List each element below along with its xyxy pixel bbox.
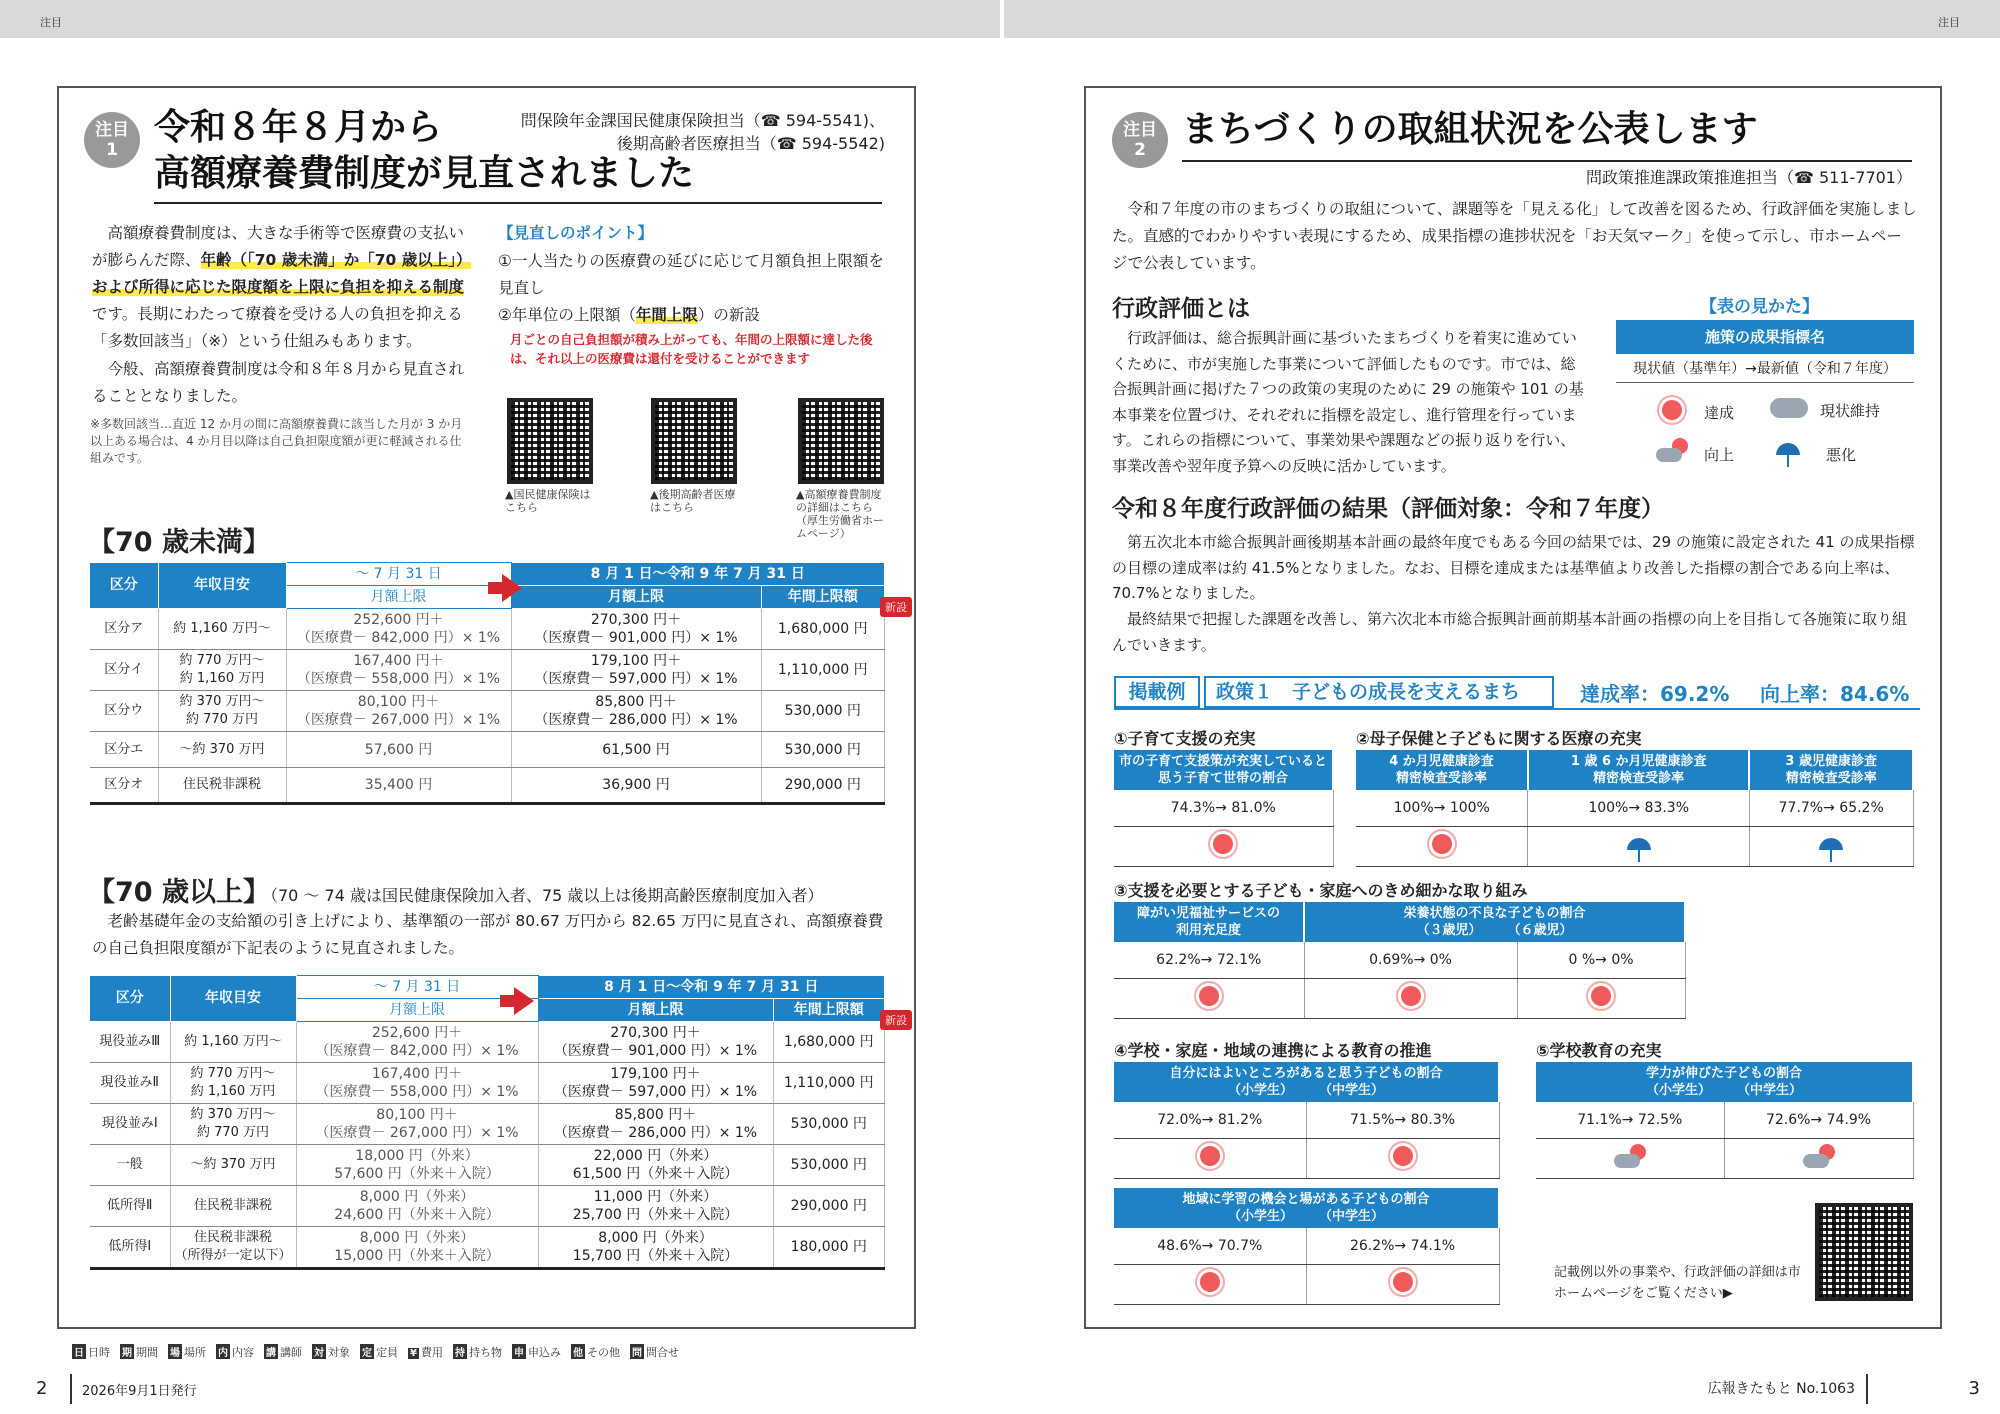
left-contact-2: 後期高齢者医療担当（☎ 594-5542) — [616, 134, 885, 153]
table-row — [90, 1145, 885, 1186]
p1-header: 市の子育て支援策が充実していると思う子育て世帯の割合 — [1114, 750, 1333, 790]
p2-header-3: 3 歳児健康診査 精密検査受診率 — [1749, 750, 1913, 790]
sun-icon — [1401, 986, 1421, 1006]
table-row — [90, 732, 885, 768]
legend-label: 問合せ — [645, 1346, 679, 1359]
cell-m: 85,800 円＋ （医療費－ 286,000 円）× 1% — [538, 1104, 773, 1145]
footer-divider-right — [1866, 1374, 1868, 1404]
p4-header-2: 地域に学習の機会と場がある子どもの割合 （小学生） （中学生） — [1114, 1188, 1499, 1228]
cell-y: 530,000 円 — [761, 732, 885, 768]
table-under-70 — [90, 562, 885, 805]
feature-badge-2: 注目 2 — [1112, 112, 1168, 168]
legend-mark-icon: 問 — [630, 1344, 644, 1359]
p5-header: 学力が伸びた子どもの割合 （小学生） （中学生） — [1536, 1062, 1913, 1102]
cell-m: 8,000 円（外来） 15,700 円（外来＋入院） — [538, 1227, 773, 1269]
qr-code-kouki[interactable] — [651, 398, 737, 484]
cell-o: 35,400 円 — [286, 768, 511, 804]
sun-icon — [1432, 834, 1452, 854]
cell-m: 11,000 円（外来） 25,700 円（外来＋入院） — [538, 1186, 773, 1227]
cell-o: 252,600 円＋ （医療費－ 842,000 円）× 1% — [286, 609, 511, 650]
sun-icon — [1393, 1146, 1413, 1166]
legend-achieve: 達成 — [1704, 404, 1735, 422]
table-row — [90, 609, 885, 650]
cell-o: 167,400 円＋ （医療費－ 558,000 円）× 1% — [286, 650, 511, 691]
cell-o: 8,000 円（外来） 24,600 円（外来＋入院） — [296, 1186, 538, 1227]
cell-m: 22,000 円（外来） 61,500 円（外来＋入院） — [538, 1145, 773, 1186]
cell-i: 約 1,160 万円～ — [158, 609, 286, 650]
result-text-1: 第五次北本市総合振興計画後期基本計画の最終年度でもある今回の結果では、29 の施策に設定された 41 の成果指標の目標の達成率は約 41.5%となりました。なお、目標を達成または基準値より改善した指標の割合である向上率は、70.7%となりました。 — [1112, 533, 1915, 602]
footer-icon-legend — [72, 1344, 689, 1360]
footnote-tasukai: ※多数回該当…直近 12 か月の間に高額療養費に該当した月が 3 か月以上ある場合は、4 か月目以降は自己負担限度額が更に軽減される仕組みです。 — [90, 417, 463, 465]
cell-i: 住民税非課税 — [170, 1186, 296, 1227]
p3-header-2: 栄養状態の不良な子どもの割合 （３歳児） （６歳児） — [1304, 902, 1685, 942]
new-tag-1: 新設 — [880, 597, 912, 617]
legend-item — [408, 1346, 443, 1359]
p2-value-1: 100%→ 100% — [1356, 790, 1528, 826]
section-over-70: 【70 歳以上】（70 ～ 74 歳は国民健康保険加入者、75 歳以上は後期高齢医療制度加入者） — [88, 877, 824, 908]
umbrella-icon — [1627, 838, 1651, 850]
cell-y: 180,000 円 — [773, 1227, 884, 1269]
policy-3-title: ③支援を必要とする子ども・家庭へのきめ細かな取り組み — [1114, 881, 1528, 900]
sun-icon — [1199, 986, 1219, 1006]
legend-label: 講師 — [280, 1346, 302, 1359]
cell-y: 290,000 円 — [773, 1186, 884, 1227]
p4-value-1: 72.0%→ 81.2% — [1114, 1102, 1306, 1138]
legend-label: 費用 — [420, 1346, 443, 1359]
p3-header-1: 障がい児福祉サービスの 利用充足度 — [1114, 902, 1304, 942]
footer-divider-left — [70, 1374, 72, 1404]
table-row — [90, 1227, 885, 1269]
th2-kubun: 区分 — [90, 976, 170, 1022]
legend-header: 施策の成果指標名 — [1616, 320, 1914, 354]
th2-new-monthly: 月額上限 — [538, 999, 773, 1022]
left-contact-1: 問保険年金課国民健康保険担当（☎ 594-5541)、 — [520, 111, 885, 130]
cell-o: 167,400 円＋ （医療費－ 558,000 円）× 1% — [296, 1063, 538, 1104]
achievement-rate: 達成率：69.2% — [1580, 682, 1730, 706]
cell-m: 179,100 円＋ （医療費－ 597,000 円）× 1% — [511, 650, 761, 691]
page-number-right: 3 — [1968, 1378, 1980, 1399]
p2-value-3: 77.7%→ 65.2% — [1749, 790, 1913, 826]
legend-label: 申込み — [527, 1346, 561, 1359]
p4-value-2: 71.5%→ 80.3% — [1306, 1102, 1499, 1138]
legend-label: 対象 — [328, 1346, 350, 1359]
table-row — [90, 650, 885, 691]
legend-item — [453, 1346, 502, 1359]
point-note: 月ごとの自己負担額が積み上がっても、年間の上限額に達した後は、それ以上の医療費は還付を受けることができます — [510, 332, 873, 366]
legend-item — [512, 1346, 561, 1359]
th2-new-period: 8 月 1 日～令和 9 年 7 月 31 日 — [538, 976, 884, 999]
cell-i: 約 370 万円～ 約 770 万円 — [170, 1104, 296, 1145]
legend-mark-icon: 対 — [312, 1344, 326, 1359]
sun-icon — [1213, 834, 1233, 854]
legend-item — [120, 1346, 158, 1359]
legend-mark-icon: 日 — [72, 1344, 86, 1359]
p5-value-1: 71.1%→ 72.5% — [1536, 1102, 1724, 1138]
legend-item — [72, 1346, 110, 1359]
table-row — [90, 1022, 885, 1063]
feature-badge-1: 注目 1 — [84, 112, 140, 168]
cell-i: 約 770 万円～ 約 1,160 万円 — [170, 1063, 296, 1104]
policy-3-table — [1114, 902, 1686, 1019]
cell-m: 36,900 円 — [511, 768, 761, 804]
qr-caption-1: ▲国民健康保険はこちら — [505, 488, 591, 514]
qr-code-city[interactable] — [1815, 1203, 1913, 1301]
cell-i: 約 770 万円～ 約 1,160 万円 — [158, 650, 286, 691]
cell-k: 低所得Ⅰ — [90, 1227, 170, 1269]
cell-y: 1,680,000 円 — [761, 609, 885, 650]
points-title: 【見直しのポイント】 — [498, 224, 654, 242]
qr-city-text: 記載例以外の事業や、行政評価の詳細は市ホームページをご覧ください▶ — [1554, 1265, 1801, 1301]
qr-caption-2: ▲後期高齢者医療はこちら — [650, 488, 736, 514]
cell-k: 現役並みⅢ — [90, 1022, 170, 1063]
legend-mark-icon: ¥ — [410, 1348, 417, 1359]
example-tag: 掲載例 — [1114, 676, 1200, 708]
legend-mark-icon: 持 — [453, 1344, 467, 1359]
legend-item — [216, 1346, 254, 1359]
legend-mark-icon: 講 — [264, 1344, 278, 1359]
arrow-icon-2 — [514, 987, 534, 1015]
top-bar-left — [0, 0, 1000, 38]
cell-i: 約 370 万円～ 約 770 万円 — [158, 691, 286, 732]
legend-label: 日時 — [88, 1346, 110, 1359]
p2-header-1: 4 か月児健康診査 精密検査受診率 — [1356, 750, 1528, 790]
page-number-left: 2 — [36, 1378, 48, 1399]
p1-weather — [1114, 826, 1333, 866]
policy-2-table — [1356, 750, 1914, 867]
legend-worse: 悪化 — [1826, 446, 1857, 464]
cell-k: 区分オ — [90, 768, 158, 804]
cell-k: 低所得Ⅱ — [90, 1186, 170, 1227]
cell-m: 61,500 円 — [511, 732, 761, 768]
policy-4-title: ④学校・家庭・地域の連携による教育の推進 — [1114, 1041, 1432, 1060]
table-over-70 — [90, 975, 885, 1270]
th-new-yearly: 年間上限額 — [761, 586, 885, 609]
p3-value-3: 0 %→ 0% — [1517, 942, 1685, 978]
legend-item — [312, 1346, 350, 1359]
legend-keep: 現状維持 — [1820, 402, 1881, 420]
sun-icon — [1393, 1272, 1413, 1292]
sun-icon — [1200, 1272, 1220, 1292]
cell-o: 8,000 円（外来） 15,000 円（外来＋入院） — [296, 1227, 538, 1269]
policy-1-table — [1114, 750, 1334, 867]
qr-code-mhlw[interactable] — [798, 398, 884, 484]
legend-mark-icon: 場 — [168, 1344, 182, 1359]
cell-m: 270,300 円＋ （医療費－ 901,000 円）× 1% — [511, 609, 761, 650]
header-left: 注目 — [40, 16, 62, 29]
policy-4-table-1 — [1114, 1062, 1500, 1179]
sun-icon — [1591, 986, 1611, 1006]
cell-k: 現役並みⅠ — [90, 1104, 170, 1145]
intro-highlight: 年齢（「70 歳未満」か「70 歳以上」）および所得に応じた限度額を上限に負担を抑える制度 — [92, 251, 472, 296]
cell-y: 530,000 円 — [773, 1145, 884, 1186]
legend-mark-icon: 定 — [360, 1344, 374, 1359]
th-new-period: 8 月 1 日～令和 9 年 7 月 31 日 — [511, 563, 885, 586]
th2-new-yearly: 年間上限額 — [773, 999, 884, 1022]
legend-label: 場所 — [184, 1346, 206, 1359]
section-over-70-sub: （70 ～ 74 歳は国民健康保険加入者、75 歳以上は後期高齢医療制度加入者） — [269, 886, 824, 905]
new-tag-2: 新設 — [880, 1010, 912, 1030]
policy-2-title: ②母子保健と子どもに関する医療の充実 — [1356, 729, 1642, 748]
policy-4-table-2 — [1114, 1188, 1500, 1305]
over-70-text: 老齢基礎年金の支給額の引き上げにより、基準額の一部が 80.67 万円から 82.65 万円に見直され、高額療養費の自己負担限度額が下記表のように見直されました。 — [92, 912, 884, 957]
p3-value-2: 0.69%→ 0% — [1304, 942, 1517, 978]
table-row — [90, 1186, 885, 1227]
legend-item — [630, 1346, 679, 1359]
p1-value: 74.3%→ 81.0% — [1114, 790, 1333, 826]
table-row — [90, 1104, 885, 1145]
cell-y: 530,000 円 — [773, 1104, 884, 1145]
example-underline — [1114, 708, 1920, 710]
policy-1-title: ①子育て支援の充実 — [1114, 729, 1256, 748]
table-over-70-body — [90, 1022, 885, 1269]
p4-value-3: 48.6%→ 70.7% — [1114, 1228, 1306, 1264]
cell-y: 1,680,000 円 — [773, 1022, 884, 1063]
table-row — [90, 768, 885, 804]
th-old-monthly: 月額上限 — [286, 586, 511, 609]
legend-up: 向上 — [1704, 446, 1735, 464]
eval-text: 行政評価は、総合振興計画に基づいたまちづくりを着実に進めていくために、市が実施した事業について評価したものです。市では、総合振興計画に掲げた７つの政策の実現のために 29 の施策や 101 の基本事業を位置づけ、それぞれに指標を設定し、進行管理を行っています。これらの指標について、事業効果や課題などの振り返りを行い、事業改善や翌年度予算への反映に活かしています。 — [1112, 329, 1584, 475]
legend-label: 期間 — [136, 1346, 158, 1359]
heading-what-is-eval: 行政評価とは — [1112, 296, 1250, 322]
cell-o: 252,600 円＋ （医療費－ 842,000 円）× 1% — [296, 1022, 538, 1063]
qr-caption-3: ▲高額療養費制度の詳細はこちら（厚生労働省ホームページ） — [796, 488, 884, 540]
legend-item — [264, 1346, 302, 1359]
cell-y: 1,110,000 円 — [773, 1063, 884, 1104]
cell-o: 57,600 円 — [286, 732, 511, 768]
cell-i: ～約 370 万円 — [170, 1145, 296, 1186]
arrow-icon — [502, 574, 522, 602]
table-row — [90, 691, 885, 732]
section-under-70: 【70 歳未満】 — [88, 527, 270, 558]
legend-label: その他 — [586, 1346, 620, 1359]
th-new-monthly: 月額上限 — [511, 586, 761, 609]
sun-cloud-icon — [1803, 1144, 1835, 1168]
legend-label: 内容 — [232, 1346, 254, 1359]
issue-date: 2026年9月1日発行 — [82, 1384, 197, 1399]
right-intro: 令和７年度の市のまちづくりの取組について、課題等を「見える化」して改善を図るため、行政評価を実施しました。直感的でわかりやすい表現にするため、成果指標の進捗状況を「お天気マーク」を使って示し、市ホームページで公表しています。 — [1112, 200, 1917, 272]
result-text-2: 最終結果で把握した課題を改善し、第六次北本市総合振興計画前期基本計画の指標の向上を目指して各施策に取り組んでいきます。 — [1112, 610, 1908, 654]
point-2: ②年単位の上限額（年間上限）の新設 — [498, 306, 760, 324]
improvement-rate: 向上率：84.6% — [1760, 682, 1910, 706]
cell-k: 一般 — [90, 1145, 170, 1186]
sun-icon — [1662, 400, 1682, 424]
legend-item — [360, 1346, 398, 1359]
legend-mark-icon: 期 — [120, 1344, 134, 1359]
intro-paragraph-2: 今般、高額療養費制度は令和８年８月から見直されることとなりました。 — [92, 360, 465, 405]
umbrella-icon — [1819, 838, 1843, 850]
cell-m: 179,100 円＋ （医療費－ 597,000 円）× 1% — [538, 1063, 773, 1104]
cell-i: 住民税非課税 （所得が一定以下） — [170, 1227, 296, 1269]
right-title-underline — [1182, 160, 1912, 162]
left-title-line1: 令和８年８月から — [154, 107, 443, 148]
policy-5-title: ⑤学校教育の充実 — [1536, 1041, 1662, 1060]
intro-paragraph: 高額療養費制度は、大きな手術等で医療費の支払いが膨らんだ際、年齢（「70 歳未満」か「70 歳以上」）および所得に応じた限度額を上限に負担を抑える制度です。長期にわたって療養を受ける人の負担を抑える「多数回該当」（※）という仕組みもあります。 — [92, 224, 472, 350]
cloud-icon — [1770, 398, 1808, 422]
cell-k: 区分エ — [90, 732, 158, 768]
cell-m: 270,300 円＋ （医療費－ 901,000 円）× 1% — [538, 1022, 773, 1063]
cell-k: 区分ウ — [90, 691, 158, 732]
cell-o: 18,000 円（外来） 57,600 円（外来＋入院） — [296, 1145, 538, 1186]
legend-item — [168, 1346, 206, 1359]
cell-k: 区分ア — [90, 609, 158, 650]
legend-mark-icon: 内 — [216, 1344, 230, 1359]
p2-header-2: 1 歳 6 か月児健康診査 精密検査受診率 — [1528, 750, 1749, 790]
cell-k: 現役並みⅡ — [90, 1063, 170, 1104]
right-contact: 問政策推進課政策推進担当（☎ 511-7701） — [1585, 168, 1912, 187]
th-income: 年収目安 — [158, 563, 286, 609]
th2-old-period: ～ 7 月 31 日 — [296, 976, 538, 999]
title-underline — [154, 202, 882, 204]
cell-i: 約 1,160 万円～ — [170, 1022, 296, 1063]
legend-mark-icon: 他 — [571, 1344, 585, 1359]
policy-5-table — [1536, 1062, 1914, 1179]
heading-result: 令和８年度行政評価の結果（評価対象：令和７年度） — [1112, 496, 1664, 522]
issue-number: 広報きたもと No.1063 — [1707, 1381, 1855, 1397]
sun-cloud-icon — [1614, 1144, 1646, 1168]
left-title-line2: 高額療養費制度が見直されました — [154, 153, 695, 194]
top-bar-right — [1004, 0, 2000, 38]
legend-title: 【表の見かた】 — [1700, 297, 1819, 317]
p3-value-1: 62.2%→ 72.1% — [1114, 942, 1304, 978]
cell-y: 1,110,000 円 — [761, 650, 885, 691]
sun-cloud-icon — [1656, 438, 1688, 466]
th-kubun: 区分 — [90, 563, 158, 609]
p4-value-4: 26.2%→ 74.1% — [1306, 1228, 1499, 1264]
table-under-70-body — [90, 609, 885, 804]
th2-old-monthly: 月額上限 — [296, 999, 538, 1022]
p2-value-2: 100%→ 83.3% — [1528, 790, 1749, 826]
legend-sub: 現状値（基準年）→最新値（令和７年度） — [1616, 356, 1914, 383]
umbrella-icon — [1776, 440, 1800, 459]
legend-label: 定員 — [376, 1346, 398, 1359]
cell-i: ～約 370 万円 — [158, 732, 286, 768]
cell-y: 290,000 円 — [761, 768, 885, 804]
cell-k: 区分イ — [90, 650, 158, 691]
right-title: まちづくりの取組状況を公表します — [1182, 109, 1758, 150]
cell-o: 80,100 円＋ （医療費－ 267,000 円）× 1% — [286, 691, 511, 732]
cell-i: 住民税非課税 — [158, 768, 286, 804]
table-row — [90, 1063, 885, 1104]
cell-y: 530,000 円 — [761, 691, 885, 732]
qr-code-kokuho[interactable] — [507, 398, 593, 484]
sun-icon — [1200, 1146, 1220, 1166]
point-1: ①一人当たりの医療費の延びに応じて月額負担上限額を見直し — [498, 252, 884, 297]
cell-o: 80,100 円＋ （医療費－ 267,000 円）× 1% — [296, 1104, 538, 1145]
p5-value-2: 72.6%→ 74.9% — [1724, 1102, 1913, 1138]
example-title: 政策１ 子どもの成長を支えるまち — [1204, 676, 1554, 708]
cell-m: 85,800 円＋ （医療費－ 286,000 円）× 1% — [511, 691, 761, 732]
legend-label: 持ち物 — [468, 1346, 502, 1359]
legend-item — [571, 1346, 620, 1359]
p4-header-1: 自分にはよいところがあると思う子どもの割合 （小学生） （中学生） — [1114, 1062, 1499, 1102]
th2-income: 年収目安 — [170, 976, 296, 1022]
th-old-period: ～ 7 月 31 日 — [286, 563, 511, 586]
header-right: 注目 — [1938, 16, 1960, 29]
legend-mark-icon: 申 — [512, 1344, 526, 1359]
